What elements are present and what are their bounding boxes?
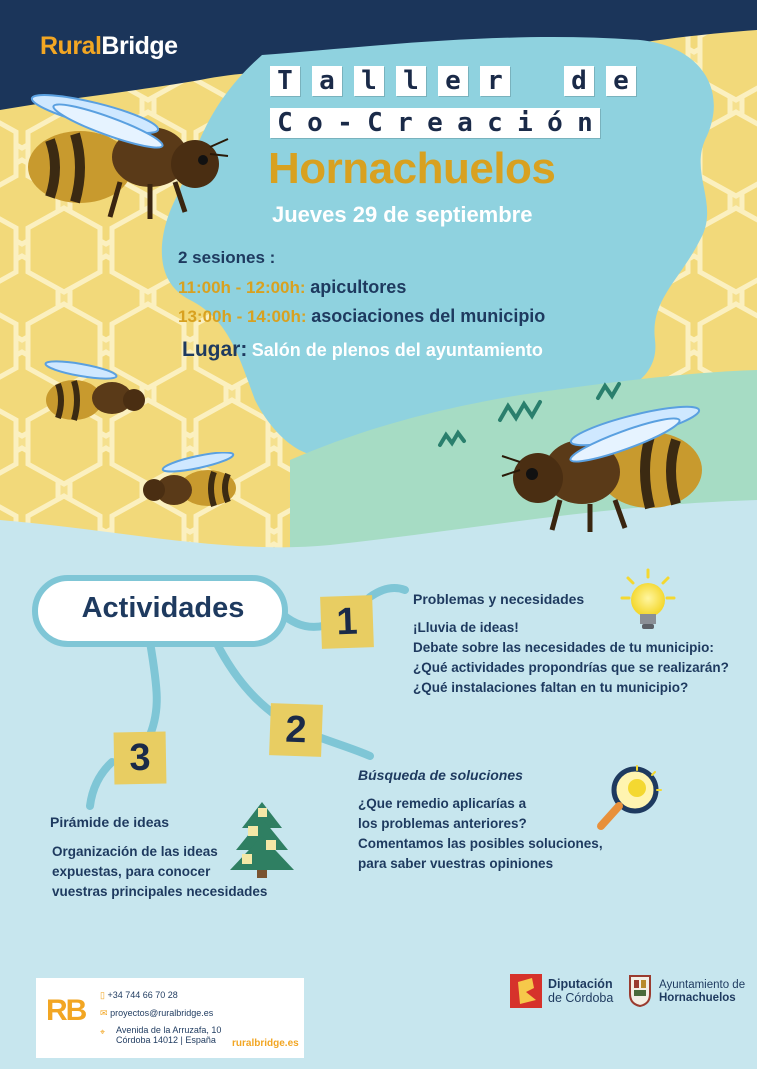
title-line-1 bbox=[270, 66, 636, 96]
description-line: vuestras principales necesidades bbox=[52, 884, 268, 899]
title-tile: ó bbox=[540, 108, 570, 138]
session-time: 11:00h - 12:00h: bbox=[178, 278, 306, 297]
activity-1-description bbox=[413, 618, 729, 698]
title-tile-space bbox=[522, 66, 552, 96]
activity-2-description bbox=[358, 794, 603, 874]
session-audience: apicultores bbox=[310, 277, 407, 297]
title-tile: C bbox=[270, 108, 300, 138]
title-tile: n bbox=[570, 108, 600, 138]
sessions-heading: 2 sesiones : bbox=[178, 248, 276, 267]
email-address: proyectos@ruralbridge.es bbox=[110, 1008, 214, 1018]
contact-card bbox=[36, 978, 304, 1058]
rb-logo-text: RB bbox=[46, 994, 86, 1027]
event-date: Jueves 29 de septiembre bbox=[272, 202, 533, 227]
title-tile: r bbox=[480, 66, 510, 96]
diputacion-line: de Córdoba bbox=[548, 991, 614, 1005]
venue-value: Salón de plenos del ayuntamiento bbox=[251, 340, 543, 360]
bee-icon bbox=[36, 358, 146, 430]
lightbulb-icon bbox=[620, 568, 676, 634]
venue-label: Lugar: bbox=[182, 338, 248, 361]
activity-3-title: Pirámide de ideas bbox=[50, 814, 170, 830]
bee-icon bbox=[20, 92, 230, 227]
venue bbox=[182, 338, 543, 362]
ayuntamiento-line: Ayuntamiento de bbox=[659, 979, 746, 991]
session-2 bbox=[178, 306, 545, 327]
activities-heading: Actividades bbox=[81, 592, 245, 624]
mail-icon: ✉ bbox=[100, 1008, 108, 1018]
description-line: para saber vuestras opiniones bbox=[358, 856, 554, 871]
session-1 bbox=[178, 277, 406, 298]
diputacion-line: Diputación bbox=[548, 977, 613, 991]
description-line: ¡Lluvia de ideas! bbox=[413, 620, 519, 635]
title-tile: i bbox=[510, 108, 540, 138]
activity-number-2: 2 bbox=[269, 703, 323, 757]
description-line: Organización de las ideas bbox=[52, 844, 218, 859]
logo-part-rural: Rural bbox=[40, 32, 102, 60]
title-tile: e bbox=[420, 108, 450, 138]
website-link[interactable]: ruralbridge.es bbox=[232, 1038, 299, 1049]
session-time: 13:00h - 14:00h: bbox=[178, 307, 307, 326]
ruralbridge-logo bbox=[40, 32, 178, 61]
title-tile: T bbox=[270, 66, 300, 96]
description-line: ¿Que remedio aplicarías a bbox=[358, 796, 527, 811]
title-tile: e bbox=[606, 66, 636, 96]
place-title: Hornachuelos bbox=[268, 144, 556, 193]
location-pin-icon: ⌖ bbox=[100, 1027, 106, 1037]
contact-phone bbox=[100, 990, 178, 1001]
bee-icon bbox=[500, 400, 710, 535]
activity-number-3: 3 bbox=[114, 732, 167, 785]
logo-part-bridge: Bridge bbox=[101, 32, 178, 60]
title-tile: c bbox=[480, 108, 510, 138]
address-line: Avenida de la Arruzafa, 10 bbox=[116, 1025, 222, 1035]
title-tile: - bbox=[330, 108, 360, 138]
title-tile: C bbox=[360, 108, 390, 138]
title-tile: a bbox=[450, 108, 480, 138]
description-line: ¿Qué actividades propondrías que se realizarán? bbox=[413, 660, 729, 675]
diputacion-name bbox=[548, 977, 613, 1005]
session-audience: asociaciones del municipio bbox=[311, 306, 546, 326]
bee-icon bbox=[136, 452, 241, 522]
phone-number: +34 744 66 70 28 bbox=[107, 990, 178, 1000]
title-tile: l bbox=[396, 66, 426, 96]
ayuntamiento-line: Hornachuelos bbox=[659, 992, 736, 1004]
description-line: ¿Qué instalaciones faltan en tu municipio? bbox=[413, 680, 689, 695]
title-line-2 bbox=[270, 108, 600, 138]
contact-address bbox=[100, 1025, 221, 1045]
activity-1-title: Problemas y necesidades bbox=[413, 591, 585, 607]
title-tile: d bbox=[564, 66, 594, 96]
title-tile: l bbox=[354, 66, 384, 96]
title-tile: r bbox=[390, 108, 420, 138]
title-tile: a bbox=[312, 66, 342, 96]
phone-icon: ▯ bbox=[100, 990, 105, 1000]
contact-email bbox=[100, 1008, 213, 1019]
address-line: Córdoba 14012 | España bbox=[116, 1035, 216, 1045]
ayuntamiento-crest-icon bbox=[626, 972, 654, 1008]
title-tile: e bbox=[438, 66, 468, 96]
title-tile: o bbox=[300, 108, 330, 138]
ayuntamiento-name bbox=[659, 979, 745, 1005]
tree-icon bbox=[228, 800, 296, 878]
magnifier-icon bbox=[595, 762, 667, 834]
description-line: expuestas, para conocer bbox=[52, 864, 211, 879]
rb-logo bbox=[46, 994, 85, 1028]
description-line: Debate sobre las necesidades de tu municipio: bbox=[413, 640, 714, 655]
description-line: los problemas anteriores? bbox=[358, 816, 527, 831]
activity-number-1: 1 bbox=[320, 595, 374, 649]
activity-2-title: Búsqueda de soluciones bbox=[358, 767, 523, 783]
diputacion-logo-icon bbox=[510, 974, 542, 1008]
description-line: Comentamos las posibles soluciones, bbox=[358, 836, 603, 851]
